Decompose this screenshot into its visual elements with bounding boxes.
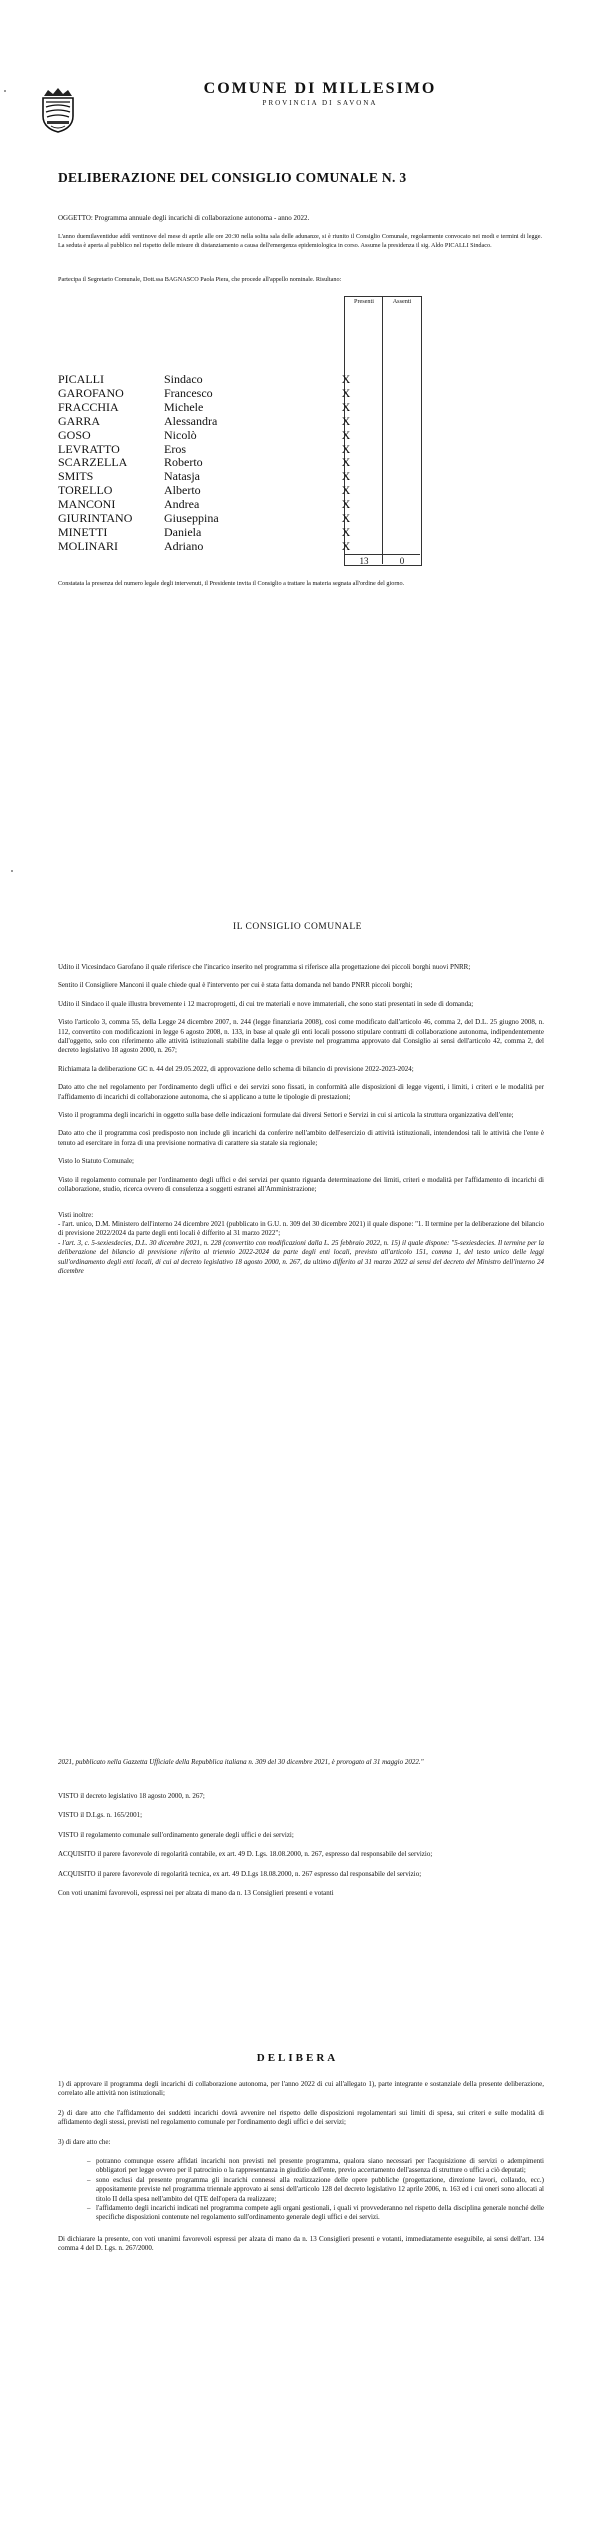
- member-name: Nicolò: [164, 427, 197, 442]
- member-name: Michele: [164, 399, 204, 414]
- total-absent: 0: [399, 556, 405, 566]
- also-seen-item: - l'art. 3, c. 5-sexiesdecies, D.L. 30 dicembre 2021, n. 228 (convertito con modificazioni dalla L. 25 febbraio 2022, n. 15) il quale dispone: "5-sexiesdecies. Il termine per la deliberazione del bilancio di previsione riferito al triennio 2022-2024 da parte degli enti locali, previsto all'articolo 151, comma 1, del testo unico delle leggi sull'ordinamento degli enti locali, di cui al decreto legislativo 18 agosto 2000, n. 267, da ultimo differito al 31 marzo 2022 ai sensi del decreto del Ministro dell'interno 24 dicembre: [58, 1238, 544, 1275]
- member-surname: MOLINARI: [58, 538, 118, 553]
- member-surname: PICALLI: [58, 372, 104, 386]
- member-present: X: [341, 538, 351, 553]
- council-paragraph: Visto il regolamento comunale per l'ordinamento degli uffici e dei servizi per quanto riguarda determinazione dei limiti, criteri e modalità per l'affidamento di incarichi di collaborazione, studio, ricerca ovvero di consulenza a soggetti estranei all'Amministrazione;: [58, 1175, 544, 1194]
- scan-speck: [11, 870, 13, 872]
- member-name: Natasja: [164, 469, 200, 484]
- member-row: [58, 429, 404, 443]
- member-name: Adriano: [164, 538, 204, 553]
- secretary-paragraph: Partecipa il Segretario Comunale, Dott.ssa BAGNASCO Paola Piera, che procede all'appello nominale. Risultano:: [58, 276, 342, 283]
- delibera-subpoint: – l'affidamento degli incarichi indicati nel programma compete agli organi gestionali, i quali vi provvederanno nel rispetto della disciplina generale nonché delle specifiche disposizioni contenute nel regolamento sull'ordinamento generale degli uffici e dei servizi.: [96, 2204, 544, 2223]
- member-present: X: [341, 497, 351, 512]
- member-row: [58, 540, 404, 554]
- council-paragraph: Dato atto che il programma così predisposto non include gli incarichi da conferire nell'ambito dell'esercizio di attività istituzionali, intendendosi tali le attività che l'ente è tenuto ad esercitare in forza di una previsione normativa di carattere sia statale sia regionale;: [58, 1129, 544, 1147]
- member-present: X: [341, 399, 351, 414]
- province-name: PROVINCIA DI SAVONA: [262, 99, 378, 107]
- member-surname: SMITS: [58, 469, 94, 484]
- council-paragraph: Udito il Sindaco il quale illustra brevemente i 12 macroprogetti, di cui tre materiali e nove immateriali, che sono stati presentati in sede di domanda;: [58, 999, 474, 1008]
- council-heading: IL CONSIGLIO COMUNALE: [233, 922, 362, 932]
- council-paragraph: Sentito il Consigliere Manconi il quale chiede qual è l'intervento per cui è stata fatta domanda nel bando PNRR piccoli borghi;: [58, 981, 413, 990]
- council-paragraph: Visto il programma degli incarichi in oggetto sulla base delle indicazioni formulate dai diversi Settori e Servizi in cui si articola la struttura organizzativa dell'ente;: [58, 1111, 514, 1120]
- member-surname: TORELLO: [58, 483, 113, 498]
- closing-paragraph: Di dichiarare la presente, con voti unanimi favorevoli espressi per alzata di mano da n. 13 Consiglieri presenti e votanti, immediatamente eseguibile, ai sensi dell'art. 134 comma 4 del D. Lgs. n. 267/2000.: [58, 2234, 544, 2253]
- member-name: Roberto: [164, 455, 203, 470]
- member-row: [58, 387, 404, 401]
- member-present: X: [341, 372, 351, 386]
- member-name: Daniela: [164, 524, 202, 539]
- member-row: [58, 526, 404, 540]
- member-surname: GARRA: [58, 413, 101, 428]
- municipality-name: COMUNE DI MILLESIMO: [203, 80, 437, 97]
- member-name: Alessandra: [164, 413, 218, 428]
- member-present: X: [341, 385, 351, 400]
- member-surname: GAROFANO: [58, 385, 124, 400]
- council-body: [58, 963, 544, 1276]
- session-paragraph: L'anno duemilaventidue addì ventinove del mese di aprile alle ore 20:30 nella solita sala delle adunanze, si è riunito il Consiglio Comunale, regolarmente convocato nei modi e termini di legge. La seduta è aperta al pubblico nel rispetto delle misure di distanziamento a causa dell'emergenza epidemiologica in corso. Assume la presidenza il sig. Aldo PICALLI Sindaco.: [58, 233, 542, 249]
- member-present: X: [341, 469, 351, 484]
- visto-item: VISTO il D.Lgs. n. 165/2001;: [58, 1811, 143, 1820]
- council-paragraph: Dato atto che nel regolamento per l'ordinamento degli uffici e dei servizi sono fissati, in conformità alle disposizioni di legge vigenti, i limiti, i criteri e le modalità per l'affidamento di incarichi di collaborazione autonoma, che si applicano a tutte le tipologie di prestazioni;: [58, 1083, 544, 1101]
- col-absent-header: Assenti: [392, 298, 412, 305]
- member-surname: SCARZELLA: [58, 455, 128, 470]
- visti-block: [58, 1792, 544, 1898]
- member-row: [58, 484, 404, 498]
- delibera-subpoint: – potranno comunque essere affidati incarichi non previsti nel presente programma, qualora siano necessari per l'acquisizione di servizi o adempimenti obbligatori per legge ovvero per il patrocinio o la rappresentanza in giudizio dell'ente, previo accertamento dell'assenza di strutture o uffici a ciò deputati;: [96, 2157, 544, 2176]
- council-paragraph: Visto l'articolo 3, comma 55, della Legge 24 dicembre 2007, n. 244 (legge finanziaria 2008), così come modificato dall'articolo 46, comma 2, del D.L. 25 giugno 2008, n. 112, convertito con modificazioni in legge 6 agosto 2008, n. 133, in base al quale gli enti locali possono stipulare contratti di collaborazione autonoma, indipendentemente dall'oggetto, solo con riferimento alle attività istituzionali stabilite dalla legge o previste nel programma approvato dal Consiglio ai sensi dell'articolo 42, comma 2, del decreto legislativo 18 agosto 2000, n. 267;: [58, 1018, 544, 1055]
- council-paragraph: Richiamata la deliberazione GC n. 44 del 29.05.2022, di approvazione dello schema di bilancio di previsione 2022-2023-2024;: [58, 1064, 414, 1073]
- council-paragraph: Visto lo Statuto Comunale;: [58, 1157, 134, 1166]
- attendance-table: [58, 373, 404, 554]
- member-row: [58, 470, 404, 484]
- visto-item: VISTO il decreto legislativo 18 agosto 2000, n. 267;: [58, 1792, 205, 1800]
- member-surname: GIURINTANO: [58, 511, 133, 526]
- member-name: Andrea: [164, 497, 200, 512]
- member-present: X: [341, 413, 351, 428]
- member-name: Sindaco: [164, 372, 203, 386]
- member-row: [58, 401, 404, 415]
- member-name: Alberto: [164, 483, 201, 498]
- member-present: X: [341, 455, 351, 470]
- subject-line: OGGETTO: Programma annuale degli incarichi di collaborazione autonoma - anno 2022.: [58, 214, 310, 222]
- also-seen-heading: Visti inoltre:: [58, 1210, 94, 1219]
- delibera-point: 1) di approvare il programma degli incarichi di collaborazione autonoma, per l'anno 2022 di cui all'allegato 1), parte integrante e sostanziale della presente deliberazione, correlato alle attività non istituzionali;: [58, 2080, 544, 2098]
- quorum-note: Constatata la presenza del numero legale degli intervenuti, il Presidente invita il Consiglio a trattare la materia segnata all'ordine del giorno.: [58, 580, 405, 587]
- delibera-point: 3) di dare atto che:: [58, 2137, 111, 2146]
- totals-line: [344, 554, 420, 555]
- visto-item: Con voti unanimi favorevoli, espressi nei per alzata di mano da n. 13 Consiglieri presenti e votanti: [58, 1889, 334, 1898]
- member-present: X: [341, 483, 351, 498]
- member-present: X: [341, 427, 351, 442]
- continuation-text: 2021, pubblicato nella Gazzetta Ufficiale della Repubblica italiana n. 309 del 30 dicembre 2021, è prorogato al 31 maggio 2022.": [58, 1758, 424, 1766]
- member-surname: LEVRATTO: [58, 441, 120, 456]
- member-row: [58, 456, 404, 470]
- delibera-heading: DELIBERA: [256, 2052, 339, 2064]
- member-row: [58, 443, 404, 457]
- total-present: 13: [359, 556, 369, 566]
- visto-item: VISTO il regolamento comunale sull'ordinamento generale degli uffici e dei servizi;: [58, 1830, 294, 1839]
- delibera-subpoint: – sono esclusi dal presente programma gli incarichi connessi alla realizzazione delle opere pubbliche (progettazione, direzione lavori, collaudo, ecc.) appositamente previste nel programma triennale approvato ai sensi dell'articolo 128 del decreto legislativo 12 aprile 2006, n. 163 ed i cui oneri sono allocati al titolo II della spesa nell'ambito del QTE dell'opera da realizzare;: [96, 2176, 544, 2204]
- member-present: X: [341, 524, 351, 539]
- member-surname: MINETTI: [58, 524, 108, 539]
- delibera-point: 2) di dare atto che l'affidamento dei suddetti incarichi dovrà avvenire nel rispetto delle disposizioni regolamentari sui limiti di spesa, sui criteri e sulle modalità di affidamento degli stessi, previsti nel regolamento comunale per l'ordinamento degli uffici e dei servizi;: [58, 2108, 544, 2127]
- document-title: DELIBERAZIONE DEL CONSIGLIO COMUNALE N. 3: [58, 170, 407, 185]
- also-seen-item: - l'art. unico, D.M. Ministero dell'interno 24 dicembre 2021 (pubblicato in G.U. n. 309 del 30 dicembre 2021) il quale dispone: "1. Il termine per la deliberazione del bilancio di previsione 2022/2024 da parte degli enti locali è differito al 31 marzo 2022";: [58, 1219, 544, 1238]
- delibera-body: [58, 2080, 544, 2254]
- member-present: X: [341, 511, 351, 526]
- visto-item: ACQUISITO il parere favorevole di regolarità tecnica, ex art. 49 D.Lgs 18.08.2000, n. 267 espresso dal responsabile del servizio;: [58, 1869, 422, 1878]
- member-surname: FRACCHIA: [58, 399, 119, 414]
- member-present: X: [341, 441, 351, 456]
- member-surname: GOSO: [58, 427, 91, 442]
- member-name: Eros: [164, 441, 186, 456]
- member-row: [58, 373, 404, 387]
- member-row: [58, 415, 404, 429]
- member-surname: MANCONI: [58, 497, 116, 512]
- col-present-header: Presenti: [354, 298, 374, 305]
- delibera-subpoints: [82, 2157, 544, 2223]
- scan-speck: [4, 90, 6, 92]
- member-row: [58, 498, 404, 512]
- member-row: [58, 512, 404, 526]
- council-paragraph: Udito il Vicesindaco Garofano il quale riferisce che l'incarico inserito nel programma si riferisce alla progettazione dei piccoli borghi nuovi PNRR;: [58, 963, 471, 971]
- member-name: Francesco: [164, 385, 213, 400]
- visto-item: ACQUISITO il parere favorevole di regolarità contabile, ex art. 49 D. Lgs. 18.08.2000, n. 267, espresso dal responsabile del servizio;: [58, 1850, 433, 1859]
- member-name: Giuseppina: [164, 511, 219, 526]
- coat-of-arms-icon: [38, 86, 78, 134]
